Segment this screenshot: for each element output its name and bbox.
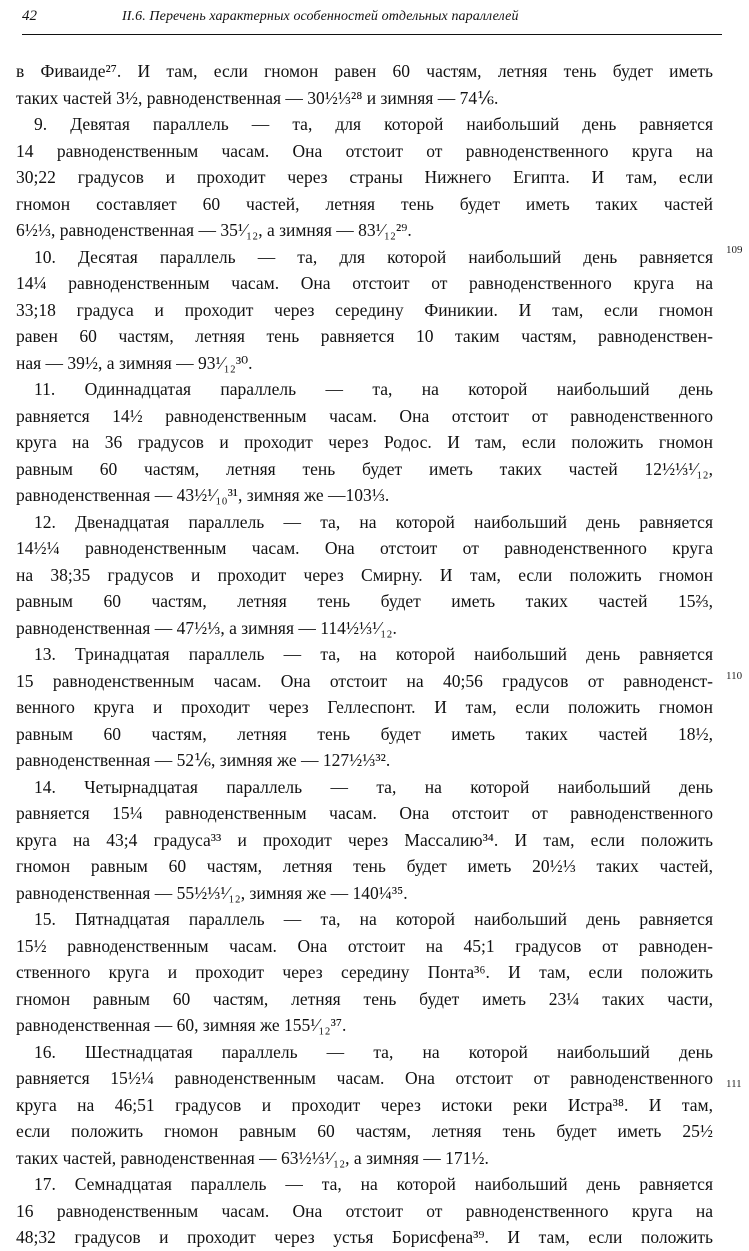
text-line: равноденственная — 55½⅓¹⁄₁₂, зимняя же — 140¼³⁵. [16,882,408,903]
text-line: гномон равным 60 частям, летняя тень будет иметь 20½⅓ таких частей, [16,856,713,876]
text-line: 17. Семнадцатая параллель — та, на которой наибольший день равняется [34,1174,713,1194]
text-line: равноденственная — 47½⅓, а зимняя — 114½⅓¹⁄₁₂. [16,617,397,638]
text-line: 15 равноденственным часам. Она отстоит на 40;56 градусов от равноденст- [16,670,713,691]
running-title: II.6. Перечень характерных особенностей отдельных параллелей [122,9,519,24]
page-number: 42 [22,8,37,24]
text-line: 14 равноденственным часам. Она отстоит от равноденственного круга на [16,140,713,161]
text-line: равен 60 частям, летняя тень равняется 10 таким частям, равноденствен- [16,326,713,346]
text-line: круга на 43;4 градуса³³ и проходит через Массалию³⁴. И там, если положить [16,829,713,850]
text-line: равноденственная — 60, зимняя же 155¹⁄₁₂³⁷. [16,1015,347,1035]
text-line: ная — 39½, а зимняя — 93¹⁄₁₂³⁰. [16,352,253,373]
text-line: 15½ равноденственным часам. Она отстоит на 45;1 градусов от равноден- [16,935,713,956]
text-line: 16. Шестнадцатая параллель — та, на которой наибольший день [34,1041,713,1062]
text-line: ственного круга и проходит через середину Понта³⁶. И там, если положить [16,962,713,982]
text-line: равняется 15½¼ равноденственным часам. Она отстоит от равноденственного [16,1068,713,1088]
text-line: 16 равноденственным часам. Она отстоит от равноденственного круга на [16,1200,713,1221]
margin-page-number: 110 [726,670,743,682]
text-line: 14¼ равноденственным часам. Она отстоит от равноденственного круга на [16,273,713,293]
text-line: 48;32 градусов и проходит через устья Борисфена³⁹. И там, если положить [16,1227,713,1247]
text-line: равняется 14½ равноденственным часам. Она отстоит от равноденственного [16,405,713,426]
text-line: 13. Тринадцатая параллель — та, на которой наибольший день равняется [34,644,713,664]
text-line: равным 60 частям, летняя тень будет иметь таких частей 18½, [16,723,713,744]
text-line: равняется 15¼ равноденственным часам. Она отстоит от равноденственного [16,803,713,823]
text-line: в Фиваиде²⁷. И там, если гномон равен 60 частям, летняя тень будет иметь [16,61,713,81]
text-line: 15. Пятнадцатая параллель — та, на которой наибольший день равняется [34,909,713,929]
text-line: равным 60 частям, летняя тень будет иметь таких частей 12½⅓¹⁄₁₂, [16,458,713,479]
text-line: 14. Четырнадцатая параллель — та, на которой наибольший день [34,776,713,797]
text-line: равным 60 частям, летняя тень будет иметь таких частей 15⅔, [16,591,713,611]
body-text [16,58,713,1251]
text-line: круга на 46;51 градусов и проходит через истоки реки Истра³⁸. И там, [16,1094,713,1115]
text-line: таких частей 3½, равноденственная — 30½⅓²⁸ и зимняя — 74⅙. [16,87,499,108]
text-line: 10. Десятая параллель — та, для которой наибольший день равняется [34,246,713,267]
page-header [22,4,722,35]
text-line: равноденственная — 43½¹⁄₁₀³¹, зимняя же —103⅓. [16,485,390,505]
text-line: 9. Девятая параллель — та, для которой наибольший день равняется [34,114,713,134]
text-line: на 38;35 градусов и проходит через Смирну. И там, если положить гномон [16,564,713,585]
text-line: круга на 36 градусов и проходит через Родос. И там, если положить гномон [16,432,713,452]
text-line: равноденственная — 52⅙, зимняя же — 127½⅓³². [16,750,391,770]
text-line: 11. Одиннадцатая параллель — та, на которой наибольший день [34,379,713,399]
text-line: гномон равным 60 частям, летняя тень будет иметь 23¼ таких части, [16,988,713,1009]
text-line: 30;22 градусов и проходит через страны Нижнего Египта. И там, если [16,167,713,187]
text-line: 6½⅓, равноденственная — 35¹⁄₁₂, а зимняя — 83¹⁄₁₂²⁹. [16,220,412,240]
margin-page-number: 111 [726,1078,742,1090]
text-line: 12. Двенадцатая параллель — та, на которой наибольший день равняется [34,511,713,532]
text-line: 33;18 градуса и проходит через середину Финикии. И там, если гномон [16,299,713,320]
text-line: гномон составляет 60 частей, летняя тень будет иметь таких частей [16,193,713,214]
text-line: если положить гномон равным 60 частям, летняя тень будет иметь 25½ [16,1121,713,1141]
margin-page-number: 109 [726,244,743,256]
text-line: 14½¼ равноденственным часам. Она отстоит от равноденственного круга [16,538,713,558]
text-line: венного круга и проходит через Геллеспонт. И там, если положить гномон [16,697,713,717]
text-line: таких частей, равноденственная — 63½⅓¹⁄₁₂, а зимняя — 171½. [16,1147,489,1168]
